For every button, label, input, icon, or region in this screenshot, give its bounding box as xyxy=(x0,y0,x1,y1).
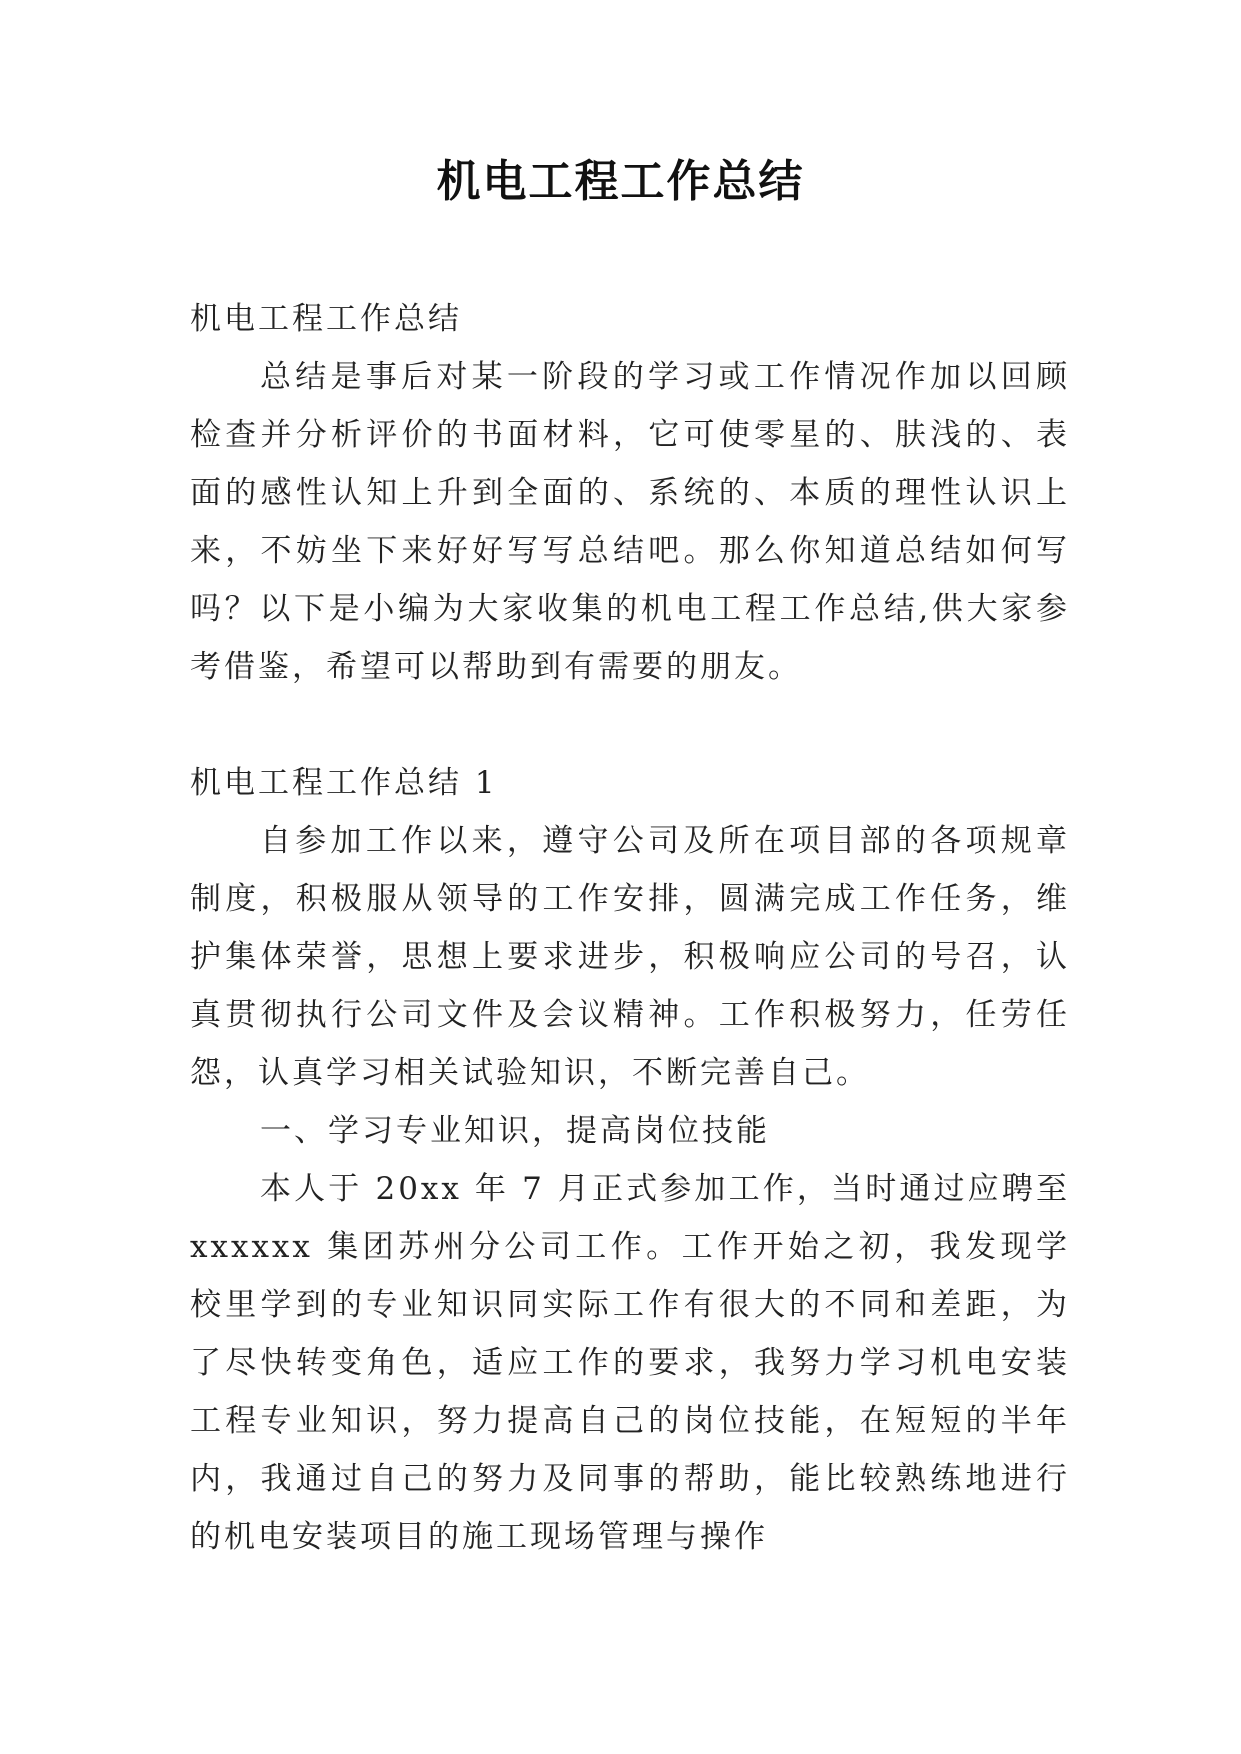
intro-paragraph: 总结是事后对某一阶段的学习或工作情况作加以回顾检查并分析评价的书面材料，它可使零星的、肤浅的、表面的感性认知上升到全面的、系统的、本质的理性认识上来，不妨坐下来好好写写总结吧。那么你知道总结如何写吗？以下是小编为大家收集的机电工程工作总结,供大家参考借鉴，希望可以帮助到有需要的朋友。 xyxy=(190,359,1070,685)
section-1-paragraph-2: 本人于 20xx 年 7 月正式参加工作，当时通过应聘至xxxxxx 集团苏州分公司工作。工作开始之初，我发现学校里学到的专业知识同实际工作有很大的不同和差距，为了尽快转变角色，适应工作的要求，我努力学习机电安装工程专业知识，努力提高自己的岗位技能，在短短的半年内，我通过自己的努力及同事的帮助，能比较熟练地进行的机电安装项目的施工现场管理与操作 xyxy=(190,1171,1070,1555)
document-title: 机电工程工作总结 xyxy=(436,156,805,207)
intro-heading: 机电工程工作总结 xyxy=(190,301,462,337)
section-spacer xyxy=(190,696,1070,754)
document-body xyxy=(190,290,1070,1566)
section-1-heading: 机电工程工作总结 1 xyxy=(190,765,498,801)
subheading-1: 一、学习专业知识，提高岗位技能 xyxy=(260,1113,770,1149)
section-1-paragraph-1: 自参加工作以来，遵守公司及所在项目部的各项规章制度，积极服从领导的工作安排，圆满完成工作任务，维护集体荣誉，思想上要求进步，积极响应公司的号召，认真贯彻执行公司文件及会议精神。工作积极努力，任劳任怨，认真学习相关试验知识，不断完善自己。 xyxy=(190,823,1070,1091)
